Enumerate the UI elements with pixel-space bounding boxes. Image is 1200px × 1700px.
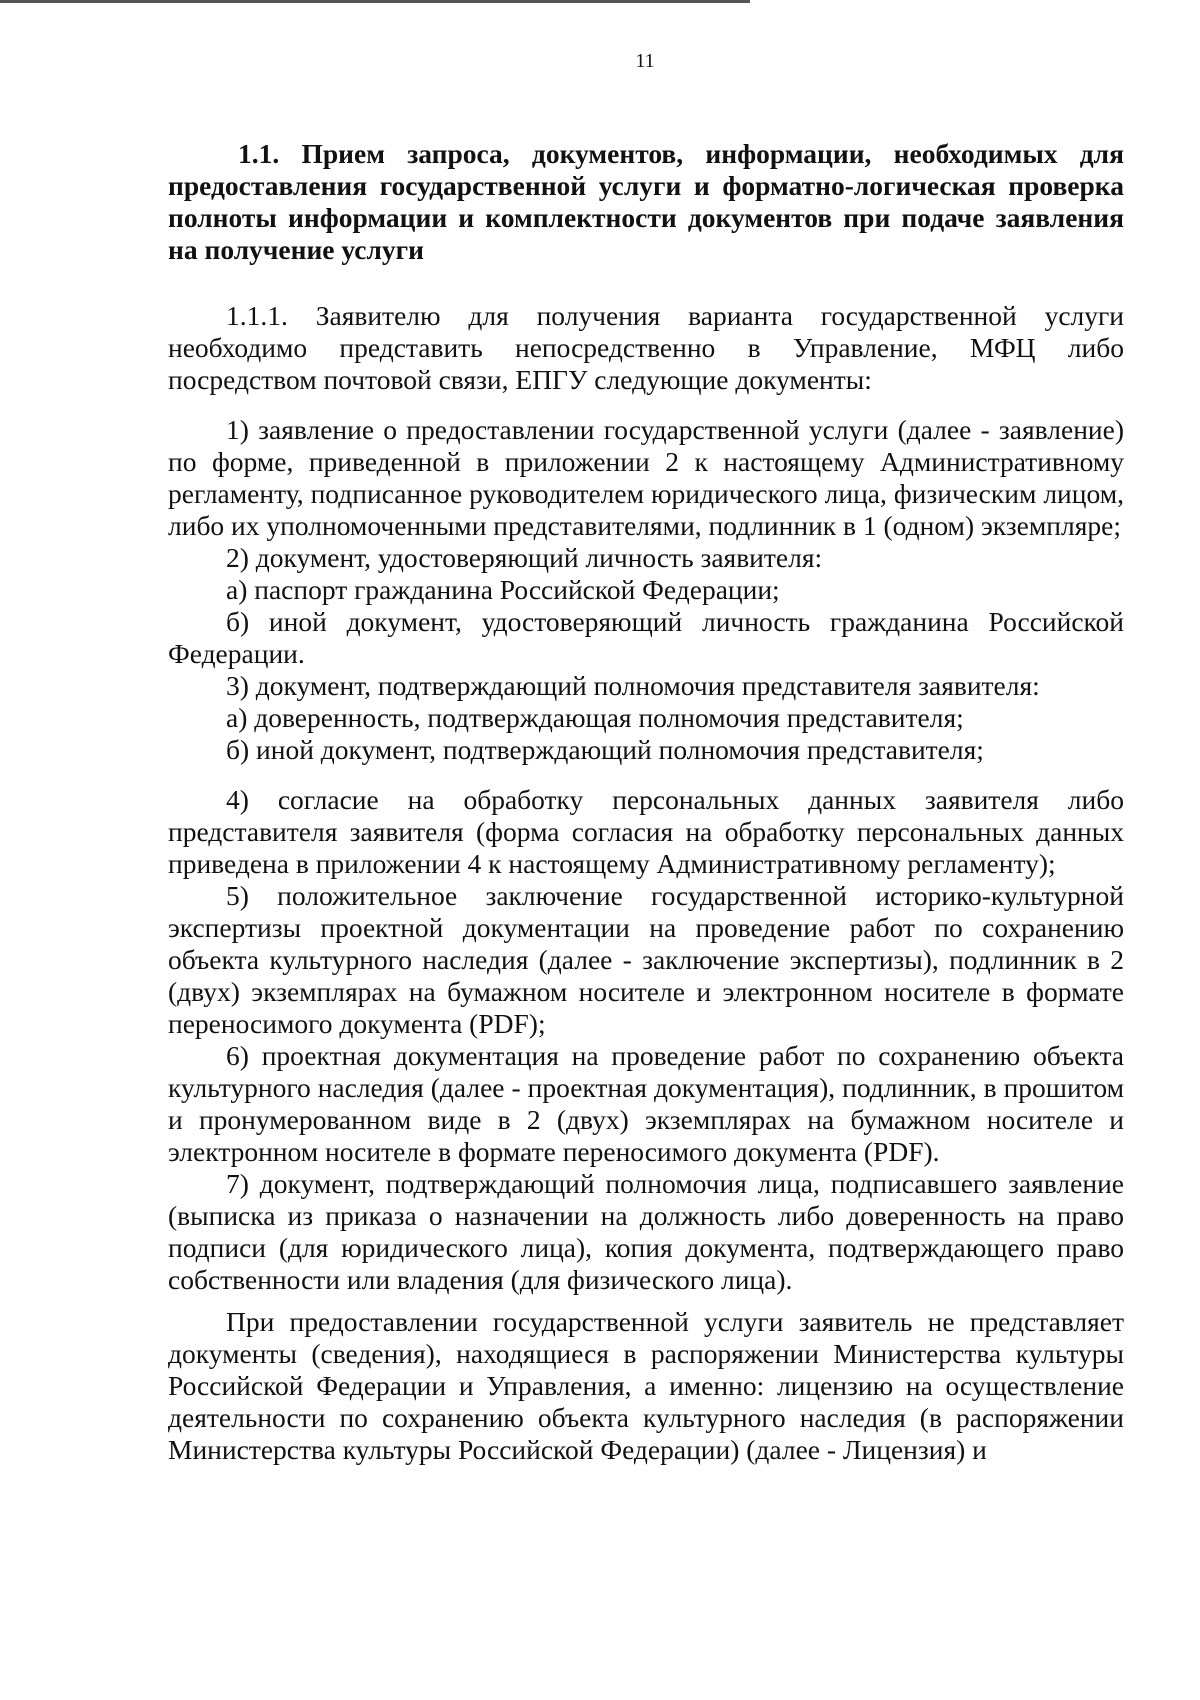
paragraph-item-2: 2) документ, удостоверяющий личность заявителя:: [226, 542, 823, 573]
document-body: [168, 138, 1124, 1466]
paragraph-item-5: 5) положительное заключение государственной историко-культурной экспертизы проектной документации на проведение работ по сохранению объекта культурного наследия (далее - заключение экспертизы), подлинник в 2 (двух) экземплярах на бумажном носителе и электронном носителе в формате переносимого документа (PDF);: [168, 880, 1124, 1039]
top-scan-edge-line: [0, 0, 750, 3]
paragraph-item-2b: б) иной документ, удостоверяющий личность гражданина Российской Федерации.: [168, 606, 1124, 669]
paragraph-item-7: 7) документ, подтверждающий полномочия лица, подписавшего заявление (выписка из приказа о назначении на должность либо доверенность на право подписи (для юридического лица), копия документа, подтверждающего право собственности или владения (для физического лица).: [168, 1168, 1124, 1295]
paragraph-item-3b: б) иной документ, подтверждающий полномочия представителя;: [226, 734, 984, 765]
paragraph-item-6: 6) проектная документация на проведение работ по сохранению объекта культурного наследия (далее - проектная документация), подлинник, в прошитом и пронумерованном виде в 2 (двух) экземплярах на бумажном носителе и электронном носителе в формате переносимого документа (PDF).: [168, 1040, 1124, 1167]
paragraph-item-3a: а) доверенность, подтверждающая полномочия представителя;: [226, 702, 964, 733]
paragraph-item-1: 1) заявление о предоставлении государственной услуги (далее - заявление) по форме, приведенной в приложении 2 к настоящему Административному регламенту, подписанное руководителем юридического лица, физическим лицом, либо их уполномоченными представителями, подлинник в 1 (одном) экземпляре;: [168, 414, 1124, 541]
section-heading: 1.1. Прием запроса, документов, информации, необходимых для предоставления государственной услуги и форматно-логическая проверка полноты информации и комплектности документов при подаче заявления на получение услуги: [168, 138, 1124, 265]
page-number: 11: [635, 50, 655, 72]
paragraph-item-3: 3) документ, подтверждающий полномочия представителя заявителя:: [226, 670, 1040, 701]
paragraph-1-1-1: 1.1.1. Заявителю для получения варианта государственной услуги необходимо представить непосредственно в Управление, МФЦ либо посредством почтовой связи, ЕПГУ следующие документы:: [168, 300, 1124, 395]
paragraph-item-4: 4) согласие на обработку персональных данных заявителя либо представителя заявителя (форма согласия на обработку персональных данных приведена в приложении 4 к настоящему Административному регламенту);: [168, 784, 1124, 879]
paragraph-item-2a: а) паспорт гражданина Российской Федерации;: [226, 574, 780, 605]
paragraph-closing: При предоставлении государственной услуги заявитель не представляет документы (сведения), находящиеся в распоряжении Министерства культуры Российской Федерации и Управления, а именно: лицензию на осуществление деятельности по сохранению объекта культурного наследия (в распоряжении Министерства культуры Российской Федерации) (далее - Лицензия) и: [168, 1306, 1124, 1465]
